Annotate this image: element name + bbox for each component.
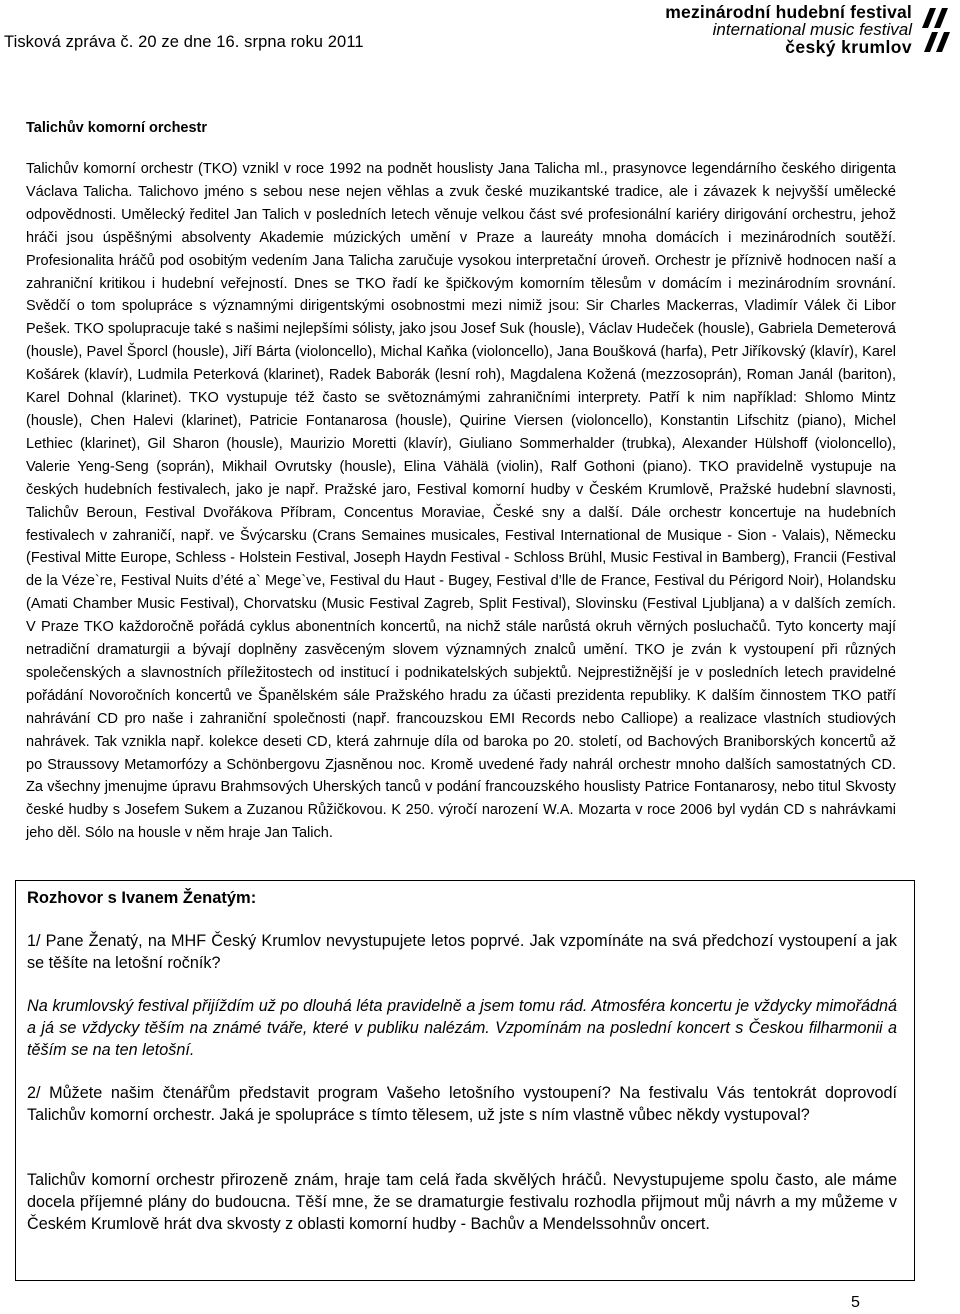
interview-question-1: 1/ Pane Ženatý, na MHF Český Krumlov nevystupujete letos poprvé. Jak vzpomínáte na svá předchozí vystoupení a jak se těšíte na letošní ročník? (27, 932, 897, 972)
logo-line-1: mezinárodní hudební festival (665, 2, 912, 22)
interview-box (15, 880, 915, 1281)
interview-answer-1: Na krumlovský festival přijíždím už po dlouhá léta pravidelně a jsem tomu rád. Atmosféra koncertu je vždycky mimořádná a já se vždycky těším na známé tváře, které v publiku nalézám. Vzpomínám na poslední koncert s Českou filharmonii a těším se na ten letošní. (27, 997, 897, 1059)
festival-logo (636, 4, 956, 56)
logo-line-3: český krumlov (785, 37, 912, 57)
press-release-header: Tisková zpráva č. 20 ze dne 16. srpna roku 2011 (4, 33, 364, 51)
logo-text (636, 4, 912, 56)
page-number: 5 (851, 1294, 860, 1311)
logo-line-2: international music festival (712, 20, 912, 39)
interview-question-2: 2/ Můžete našim čtenářům představit program Vašeho letošního vystoupení? Na festivalu Vás tentokrát doprovodí Talichův komorní orchestr. Jaká je spolupráce s tímto tělesem, už jste s ním vlastně vůbec někdy vystupoval? (27, 1084, 897, 1124)
interview-title: Rozhovor s Ivanem Ženatým: (27, 889, 257, 907)
festival-logo-mark-icon (922, 6, 954, 54)
interview-answer-2: Talichův komorní orchestr přirozeně znám, hraje tam celá řada skvělých hráčů. Nevystupujeme spolu často, ale máme docela příjemné plány do budoucna. Těší mne, že se dramaturgie festivalu rozhodla přijmout můj návrh a my můžeme v Českém Krumlově hrát dva skvosty z oblasti komorní hudby - Bachův a Mendelssohnův oncert. (27, 1171, 897, 1233)
orchestra-description: Talichův komorní orchestr (TKO) vznikl v roce 1992 na podnět houslisty Jana Talicha ml., prasynovce legendárního českého dirigenta Václava Talicha. Talichovo jméno s sebou nese nejen věhlas a zvuk české muzikantské tradice, ale i závazek k nejvyšší umělecké odpovědnosti. Umělecký ředitel Jan Talich v posledních letech věnuje velkou část své profesionální kariéry dirigování orchestru, jehož hráči jsou úspěšnými absolventy Akademie múzických umění v Praze a laureáty mnoha domácích i mezinárodních soutěží. Profesionalita hráčů pod osobitým vedením Jana Talicha zaručuje vysokou interpretační úroveň. Orchestr je příznivě hodnocen naší a zahraniční kritikou i hudební veřejností. Dnes se TKO řadí ke špičkovým komorním tělesům v domácím i mezinárodním srovnání. Svědčí o tom spolupráce s významnými dirigentskými osobnostmi mezi nimiž jsou: Sir Charles Mackerras, Vladimír Válek či Libor Pešek. TKO spolupracuje také s našimi nejlepšími sólisty, jako jsou Josef Suk (housle), Václav Hudeček (housle), Gabriela Demeterová (housle), Pavel Šporcl (housle), Jiří Bárta (violoncello), Michal Kaňka (violoncello), Jana Boušková (harfa), Petr Jiříkovský (klavír), Karel Košárek (klavír), Ludmila Peterková (klarinet), Radek Baborák (lesní roh), Magdalena Kožená (mezzosoprán), Roman Janál (bariton), Karel Dohnal (klarinet). TKO vystupuje též často se světoznámými zahraničními interprety. Patří k nim například: Shlomo Mintz (housle), Chen Halevi (klarinet), Patricie Fontanarosa (housle), Quirine Viersen (violoncello), Konstantin Lifschitz (piano), Michel Lethiec (klarinet), Gil Sharon (housle), Maurizio Moretti (klavír), Giuliano Sommerhalder (trubka), Alexander Hülshoff (violoncello), Valerie Yeng-Seng (soprán), Mikhail Ovrutsky (housle), Elina Vähälä (violin), Ralf Gothoni (piano). TKO pravidelně vystupuje na českých hudebních festivalech, jako je např. Pražské jaro, Festival komorní hudby v Českém Krumlově, Pražské hudební slavnosti, Talichův Beroun, Festival Dvořákova Příbram, Concentus Moraviae, České sny a další. Dále orchestr koncertuje na hudebních festivalech v zahraničí, např. ve Švýcarsku (Crans Semaines musicales, Festival International de Musique - Sion - Valais), Německu (Festival Mitte Europe, Schless - Holstein Festival, Joseph Haydn Festival - Schloss Brühl, Music Festival in Bamberg), Francii (Festival de la Véze`re, Festival Nuits d’été a` Mege`ve, Festival du Haut - Bugey, Festival d’lle de France, Festival du Périgord Noir), Holandsku (Amati Chamber Music Festival), Chorvatsku (Music Festival Zagreb, Split Festival), Slovinsku (Festival Ljubljana) a v dalších zemích. V Praze TKO každoročně pořádá cyklus abonentních koncertů, na nichž stále narůstá okruh věrných posluchačů. Tyto koncerty mají netradiční dramaturgii a bývají doplněny zasvěceným slovem významných znalců umění. TKO je zván k vystoupení při různých společenských a slavnostních příležitostech od institucí i podnikatelských subjektů. Nejprestižnější je v posledních letech pravidelné pořádání Novoročních koncertů ve Španělském sále Pražského hradu za účasti prezidenta republiky. K dalším činnostem TKO patří nahrávání CD pro naše i zahraniční společnosti (např. francouzskou EMI Records nebo Calliope) a realizace vlastních studiových nahrávek. Tak vznikla např. kolekce deseti CD, která zahrnuje díla od baroka po 20. století, od Bachových Braniborských koncertů až po Straussovy Metamorfózy a Schönbergovu Zjasněnou noc. Kromě uvedené řady nahrál orchestr mnoho dalších samostatných CD. Za všechny jmenujme úpravu Brahmsových Uherských tanců v podání francouzského houslisty Patrice Fontanarosy, nebo titul Skvosty české hudby s Josefem Sukem a Zuzanou Růžičkovou. K 250. výročí narození W.A. Mozarta v roce 2006 byl vydán CD s nahrávkami jeho děl. Sólo na housle v něm hraje Jan Talich. (26, 161, 896, 842)
section-title: Talichův komorní orchestr (26, 120, 208, 136)
